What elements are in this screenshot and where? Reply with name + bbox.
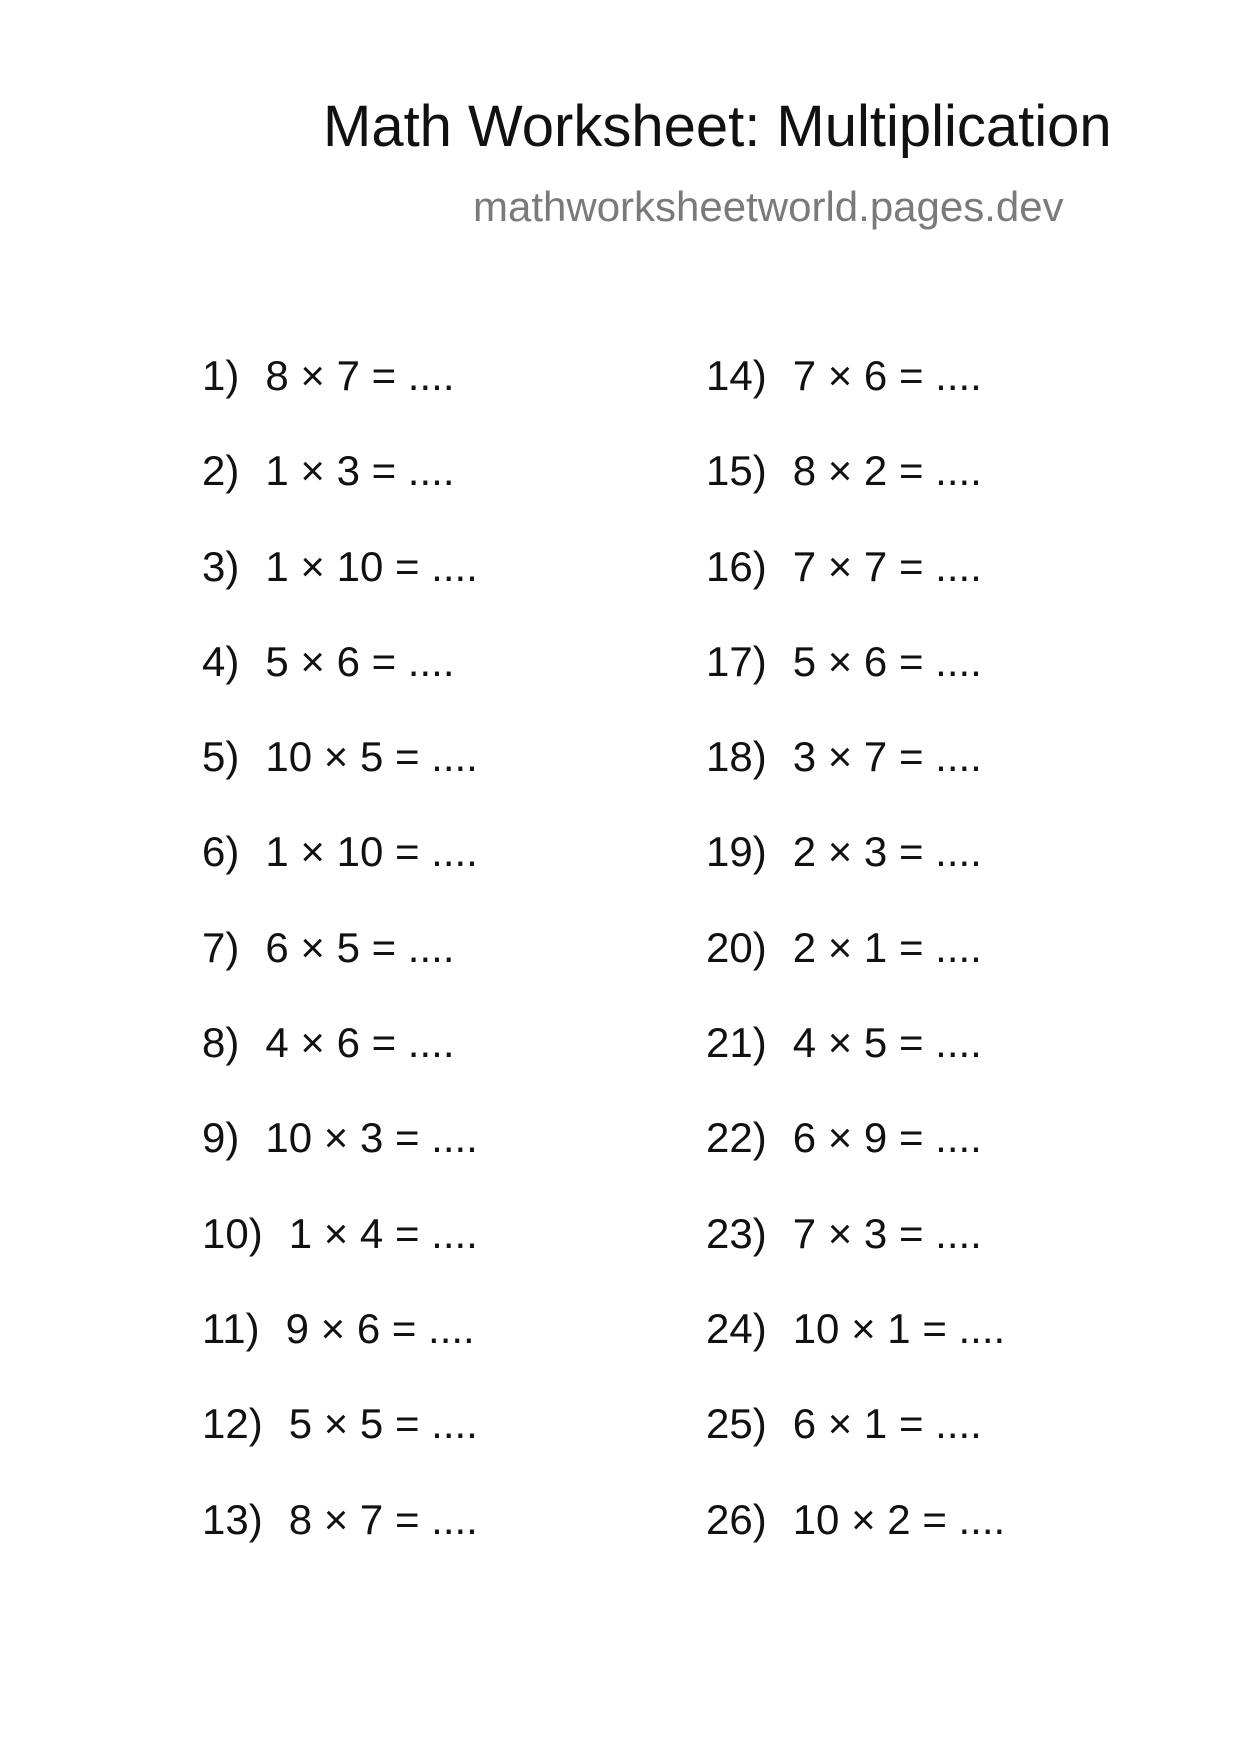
problem-item xyxy=(706,828,1005,923)
problem-expression: 8 × 7 = .... xyxy=(265,352,455,399)
problem-expression: 1 × 3 = .... xyxy=(265,447,455,495)
problem-item xyxy=(706,1496,1005,1591)
problem-item xyxy=(706,1400,1005,1495)
problem-number: 13) xyxy=(202,1495,263,1543)
problem-expression: 8 × 7 = .... xyxy=(288,1495,478,1543)
problem-item xyxy=(202,447,478,542)
problem-expression: 7 × 6 = .... xyxy=(792,352,982,399)
problem-number: 7) xyxy=(202,923,240,971)
problem-number: 4) xyxy=(202,637,240,685)
problem-expression: 1 × 10 = .... xyxy=(265,542,478,590)
problem-item xyxy=(202,733,478,828)
problem-number: 9) xyxy=(202,1114,240,1162)
problem-item xyxy=(202,1019,478,1114)
problem-expression: 5 × 6 = .... xyxy=(792,637,982,685)
problem-expression: 5 × 5 = .... xyxy=(288,1400,478,1448)
problem-number: 10) xyxy=(202,1209,263,1257)
problem-expression: 2 × 1 = .... xyxy=(792,923,982,971)
problems-column-left xyxy=(202,352,478,1591)
problem-expression: 2 × 3 = .... xyxy=(792,828,982,876)
problem-expression: 10 × 2 = .... xyxy=(792,1495,1006,1543)
problem-number: 21) xyxy=(706,1019,767,1067)
problem-item xyxy=(202,1210,478,1305)
problem-item xyxy=(706,1019,1005,1114)
problem-item xyxy=(202,1305,478,1400)
problem-number: 14) xyxy=(706,352,767,399)
problem-item xyxy=(202,1400,478,1495)
problem-expression: 6 × 1 = .... xyxy=(792,1400,982,1448)
problem-number: 20) xyxy=(706,923,767,971)
problem-item xyxy=(706,1114,1005,1209)
problem-expression: 7 × 3 = .... xyxy=(792,1209,982,1257)
problem-expression: 6 × 9 = .... xyxy=(792,1114,982,1162)
problem-item xyxy=(202,543,478,638)
problem-expression: 10 × 3 = .... xyxy=(265,1114,478,1162)
problem-number: 12) xyxy=(202,1400,263,1448)
problem-number: 22) xyxy=(706,1114,767,1162)
problem-number: 11) xyxy=(202,1304,260,1352)
problem-number: 26) xyxy=(706,1495,767,1543)
problem-number: 2) xyxy=(202,447,240,495)
problem-expression: 5 × 6 = .... xyxy=(265,637,455,685)
problem-item xyxy=(202,828,478,923)
problem-item xyxy=(706,447,1005,542)
problem-item xyxy=(706,924,1005,1019)
problem-item xyxy=(706,543,1005,638)
problem-item xyxy=(706,352,1005,447)
problem-item xyxy=(202,638,478,733)
problems-column-right xyxy=(706,352,1005,1591)
problem-expression: 1 × 4 = .... xyxy=(288,1209,478,1257)
problem-number: 17) xyxy=(706,637,767,685)
problem-expression: 7 × 7 = .... xyxy=(792,542,982,590)
problem-expression: 4 × 6 = .... xyxy=(265,1019,455,1067)
problem-item xyxy=(202,1114,478,1209)
problem-expression: 1 × 10 = .... xyxy=(265,828,478,876)
problem-number: 3) xyxy=(202,542,240,590)
problem-item xyxy=(706,733,1005,828)
page-subtitle: mathworksheetworld.pages.dev xyxy=(473,183,1064,230)
problem-expression: 6 × 5 = .... xyxy=(265,923,455,971)
problem-item xyxy=(202,1496,478,1591)
problem-item xyxy=(202,924,478,1019)
problem-expression: 10 × 5 = .... xyxy=(265,733,478,781)
problem-number: 24) xyxy=(706,1304,767,1352)
problem-number: 15) xyxy=(706,447,767,495)
problem-item xyxy=(706,1210,1005,1305)
problem-number: 5) xyxy=(202,733,240,781)
problem-number: 6) xyxy=(202,828,240,876)
problem-number: 1) xyxy=(202,352,240,399)
problem-number: 25) xyxy=(706,1400,767,1448)
problem-expression: 10 × 1 = .... xyxy=(792,1304,1006,1352)
problem-number: 19) xyxy=(706,828,767,876)
problem-expression: 8 × 2 = .... xyxy=(792,447,982,495)
page-title: Math Worksheet: Multiplication xyxy=(323,94,1112,159)
problem-expression: 9 × 6 = .... xyxy=(285,1304,475,1352)
problem-item xyxy=(706,1305,1005,1400)
problem-number: 23) xyxy=(706,1209,767,1257)
problem-number: 16) xyxy=(706,542,767,590)
problem-number: 8) xyxy=(202,1019,240,1067)
problem-item xyxy=(706,638,1005,733)
problem-expression: 3 × 7 = .... xyxy=(792,733,982,781)
problem-expression: 4 × 5 = .... xyxy=(792,1019,982,1067)
problem-item xyxy=(202,352,478,447)
problem-number: 18) xyxy=(706,733,767,781)
